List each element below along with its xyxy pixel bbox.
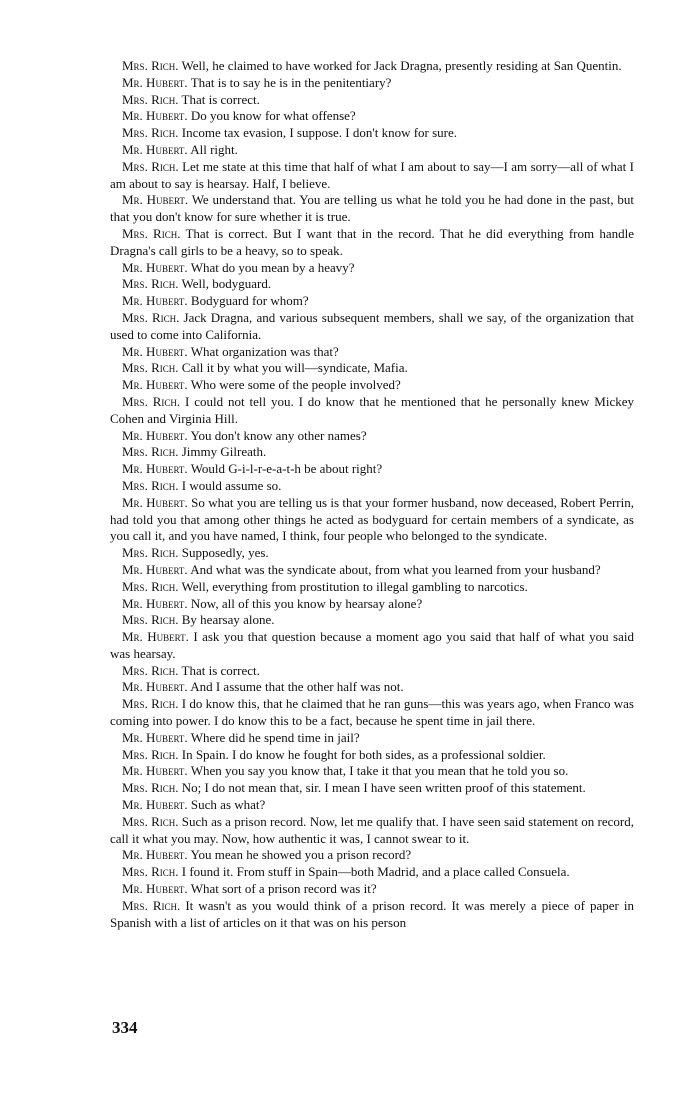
testimony-text: I would assume so. <box>181 477 282 493</box>
testimony-text: Now, all of this you know by hearsay alone? <box>190 595 423 611</box>
speaker-label: Mrs. Rich. <box>122 612 179 628</box>
testimony-text: I do know this, that he claimed that he ran guns—this was years ago, when Franco was coming into power. I do know this to be a fact, because he spent time in jail there. <box>110 696 634 729</box>
transcript-paragraph <box>110 747 634 764</box>
speaker-label: Mr. Hubert. <box>122 629 189 645</box>
testimony-text: Supposedly, yes. <box>181 545 269 561</box>
testimony-text: Jack Dragna, and various subsequent members, shall we say, of the organization that used to come into California. <box>110 309 634 342</box>
transcript-paragraph <box>110 108 634 125</box>
transcript-paragraph <box>110 847 634 864</box>
speaker-label: Mr. Hubert. <box>122 108 188 124</box>
transcript-paragraph <box>110 377 634 394</box>
testimony-text: Who were some of the people involved? <box>190 377 401 393</box>
testimony-text: I found it. From stuff in Spain—both Madrid, and a place called Consuela. <box>181 864 570 880</box>
transcript-paragraph <box>110 276 634 293</box>
testimony-text: All right. <box>190 141 238 157</box>
speaker-label: Mrs. Rich. <box>122 696 179 712</box>
speaker-label: Mr. Hubert. <box>122 847 188 863</box>
transcript-paragraph <box>110 763 634 780</box>
testimony-text: Well, bodyguard. <box>181 276 272 292</box>
speaker-label: Mr. Hubert. <box>122 141 188 157</box>
transcript-paragraph <box>110 629 634 663</box>
speaker-label: Mrs. Rich. <box>122 276 179 292</box>
speaker-label: Mrs. Rich. <box>122 125 179 141</box>
speaker-label: Mrs. Rich. <box>122 444 179 460</box>
transcript-paragraph <box>110 612 634 629</box>
speaker-label: Mr. Hubert. <box>122 461 188 477</box>
transcript-paragraph <box>110 192 634 226</box>
testimony-text: You mean he showed you a prison record? <box>190 847 412 863</box>
speaker-label: Mrs. Rich. <box>122 309 180 325</box>
testimony-text: Income tax evasion, I suppose. I don't know for sure. <box>181 125 458 141</box>
testimony-text: What organization was that? <box>190 343 339 359</box>
speaker-label: Mr. Hubert. <box>122 729 188 745</box>
page-number: 334 <box>112 1018 138 1037</box>
testimony-text: We understand that. You are telling us what he told you he had done in the past, but that you don't know for sure whether it is true. <box>110 192 634 225</box>
testimony-text: In Spain. I do know he fought for both sides, as a professional soldier. <box>181 746 546 762</box>
speaker-label: Mrs. Rich. <box>122 864 179 880</box>
testimony-text: And what was the syndicate about, from what you learned from your husband? <box>190 561 601 577</box>
speaker-label: Mr. Hubert. <box>122 797 188 813</box>
transcript-paragraph <box>110 310 634 344</box>
testimony-text: Jimmy Gilreath. <box>181 444 267 460</box>
transcript-paragraph <box>110 394 634 428</box>
transcript-paragraph <box>110 461 634 478</box>
transcript-paragraph <box>110 545 634 562</box>
speaker-label: Mrs. Rich. <box>122 813 179 829</box>
speaker-label: Mrs. Rich. <box>122 360 179 376</box>
transcript-paragraph <box>110 881 634 898</box>
transcript-paragraph <box>110 562 634 579</box>
testimony-text: So what you are telling us is that your former husband, now deceased, Robert Perrin, had told you that among other things he acted as bodyguard for certain members of a syndicate, as you call it, and you have named, I think, four people who belonged to the syndicate. <box>110 494 635 544</box>
speaker-label: Mrs. Rich. <box>122 780 179 796</box>
transcript-paragraph <box>110 293 634 310</box>
speaker-label: Mr. Hubert. <box>122 881 188 897</box>
speaker-label: Mr. Hubert. <box>122 293 188 309</box>
speaker-label: Mr. Hubert. <box>122 494 188 510</box>
transcript-paragraph <box>110 495 634 545</box>
speaker-label: Mrs. Rich. <box>122 897 181 913</box>
transcript-paragraph <box>110 696 634 730</box>
testimony-text: Would G-i-l-r-e-a-t-h be about right? <box>190 461 383 477</box>
testimony-text: You don't know any other names? <box>190 427 367 443</box>
testimony-text: What sort of a prison record was it? <box>190 881 377 897</box>
testimony-text: Such as what? <box>190 797 266 813</box>
transcript-paragraph <box>110 797 634 814</box>
speaker-label: Mrs. Rich. <box>122 91 179 107</box>
testimony-text: It wasn't as you would think of a prison record. It was merely a piece of paper in Spanish with a list of articles on it that was on his person <box>110 897 634 930</box>
transcript-paragraph <box>110 814 634 848</box>
testimony-text: I could not tell you. I do know that he mentioned that he personally knew Mickey Cohen and Virginia Hill. <box>110 393 635 426</box>
speaker-label: Mrs. Rich. <box>122 662 179 678</box>
testimony-text: Such as a prison record. Now, let me qualify that. I have seen said statement on record, call it what you may. Now, how authentic it was, I cannot swear to it. <box>110 813 634 846</box>
speaker-label: Mrs. Rich. <box>122 545 179 561</box>
speaker-label: Mr. Hubert. <box>122 679 188 695</box>
speaker-label: Mr. Hubert. <box>122 595 188 611</box>
speaker-label: Mr. Hubert. <box>122 74 188 90</box>
testimony-text: Do you know for what offense? <box>190 108 356 124</box>
testimony-text: Well, he claimed to have worked for Jack Dragna, presently residing at San Quentin. <box>181 58 622 73</box>
transcript-paragraph <box>110 730 634 747</box>
testimony-text: Well, everything from prostitution to illegal gambling to narcotics. <box>181 578 528 594</box>
transcript-paragraph <box>110 75 634 92</box>
testimony-text: Let me state at this time that half of what I am about to say—I am sorry—all of what I am about to say is hearsay. Half, I believe. <box>110 158 634 191</box>
testimony-text: By hearsay alone. <box>181 612 275 628</box>
speaker-label: Mrs. Rich. <box>122 746 179 762</box>
transcript-paragraph <box>110 663 634 680</box>
speaker-label: Mr. Hubert. <box>122 427 188 443</box>
speaker-label: Mrs. Rich. <box>122 393 181 409</box>
transcript-paragraph <box>110 898 634 932</box>
speaker-label: Mr. Hubert. <box>122 343 188 359</box>
speaker-label: Mr. Hubert. <box>122 377 188 393</box>
transcript-paragraph <box>110 596 634 613</box>
testimony-text: What do you mean by a heavy? <box>190 259 355 275</box>
transcript-body <box>110 58 634 931</box>
testimony-text: Where did he spend time in jail? <box>190 729 360 745</box>
transcript-paragraph <box>110 360 634 377</box>
speaker-label: Mrs. Rich. <box>122 477 179 493</box>
transcript-paragraph <box>110 344 634 361</box>
transcript-paragraph <box>110 260 634 277</box>
speaker-label: Mr. Hubert. <box>122 259 188 275</box>
speaker-label: Mrs. Rich. <box>122 58 179 73</box>
speaker-label: Mr. Hubert. <box>122 763 188 779</box>
testimony-text: When you say you know that, I take it that you mean that he told you so. <box>190 763 569 779</box>
speaker-label: Mrs. Rich. <box>122 225 181 241</box>
testimony-text: I ask you that question because a moment ago you said that half of what you said was hearsay. <box>110 629 635 661</box>
transcript-paragraph <box>110 780 634 797</box>
speaker-label: Mr. Hubert. <box>122 192 189 208</box>
transcript-paragraph <box>110 679 634 696</box>
transcript-paragraph <box>110 444 634 461</box>
testimony-text: That is correct. But I want that in the record. That he did everything from handle Dragna's call girls to be a heavy, so to speak. <box>110 225 634 258</box>
transcript-paragraph <box>110 864 634 881</box>
testimony-text: That is correct. <box>181 91 260 107</box>
testimony-text: No; I do not mean that, sir. I mean I have seen written proof of this statement. <box>181 780 586 796</box>
transcript-paragraph <box>110 428 634 445</box>
testimony-text: That is to say he is in the penitentiary? <box>190 74 392 90</box>
transcript-paragraph <box>110 142 634 159</box>
speaker-label: Mr. Hubert. <box>122 561 188 577</box>
transcript-paragraph <box>110 159 634 193</box>
testimony-text: And I assume that the other half was not. <box>190 679 404 695</box>
speaker-label: Mrs. Rich. <box>122 158 179 174</box>
speaker-label: Mrs. Rich. <box>122 578 179 594</box>
testimony-text: That is correct. <box>181 662 260 678</box>
testimony-text: Call it by what you will—syndicate, Mafia. <box>181 360 408 376</box>
transcript-paragraph <box>110 92 634 109</box>
transcript-paragraph <box>110 58 634 75</box>
transcript-paragraph <box>110 579 634 596</box>
transcript-paragraph <box>110 478 634 495</box>
transcript-paragraph <box>110 226 634 260</box>
transcript-paragraph <box>110 125 634 142</box>
testimony-text: Bodyguard for whom? <box>190 293 309 309</box>
